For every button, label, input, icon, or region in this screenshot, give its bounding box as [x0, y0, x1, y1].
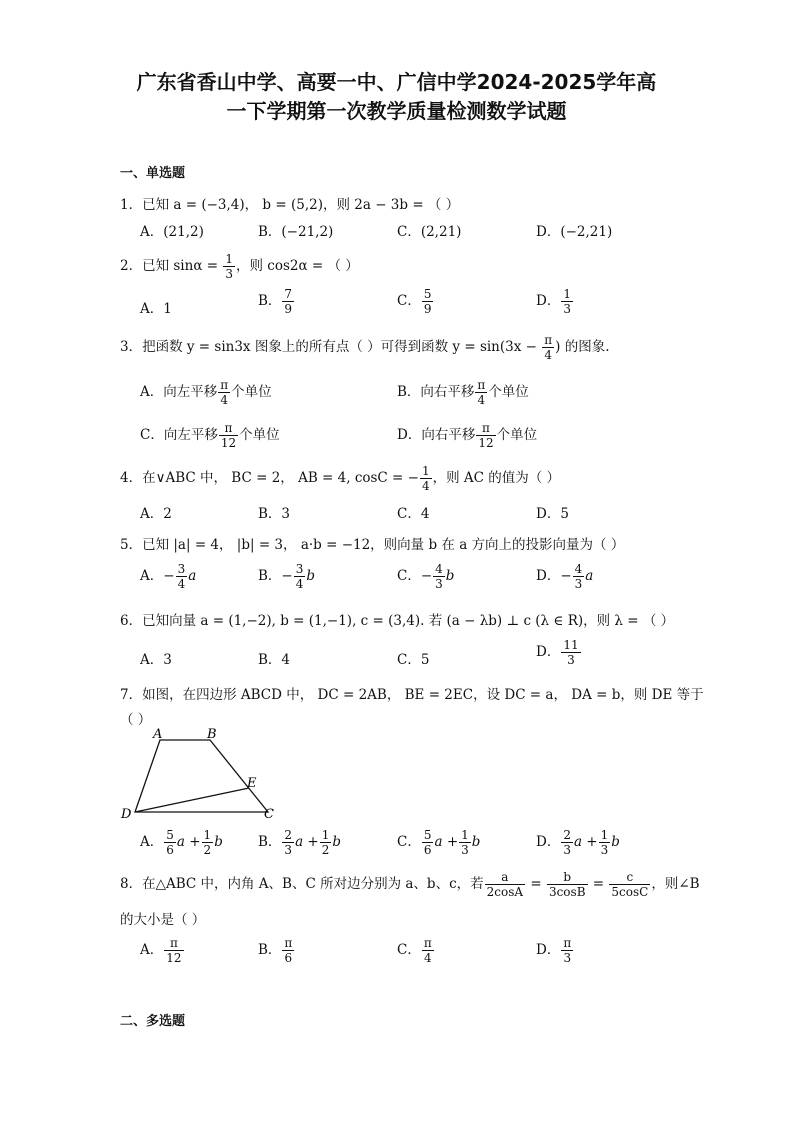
question-8-stem-cont: 的大小是（ ）	[120, 912, 206, 928]
question-5-stem: 5．已知 |a| = 4， |b| = 3， a·b = −12，则向量 b 在 a 方向上的投影向量为（ ）	[120, 537, 625, 553]
vertex-label-d: D	[121, 807, 132, 822]
q1-option-b: B．(−21,2)	[258, 224, 334, 240]
q4-option-d: D．5	[536, 506, 569, 522]
q8-option-a: A． $\frac{\pi}{12}$	[140, 936, 182, 965]
q1-option-a: A．(21,2)	[140, 224, 204, 240]
question-7-stem: 7．如图，在四边形 ABCD 中， DC = 2AB， BE = 2EC，设 DC = a， DA = b，则 DE 等于	[120, 687, 704, 703]
question-7-stem-cont: （ ）	[120, 712, 152, 728]
vertex-label-b: B	[207, 728, 217, 742]
section-single-choice: 一、单选题	[120, 166, 186, 181]
question-3-stem: 3．把函数 y = sin3x 图象上的所有点（ ）可得到函数 y = sin(3x − $\frac{\pi}{4}$ ) 的图象.	[120, 333, 610, 362]
q3-option-a: A．向左平移 $\frac{\pi}{4}$ 个单位	[140, 378, 272, 407]
vertex-label-e: E	[247, 776, 257, 791]
q3-option-b: B．向右平移 $\frac{\pi}{4}$ 个单位	[397, 378, 529, 407]
q7-trapezoid-figure	[118, 728, 288, 824]
q8-option-d: D． $\frac{\pi}{3}$	[536, 936, 572, 965]
q6-option-c: C．5	[397, 652, 430, 668]
q2-option-d: D． $\frac{1}{3}$	[536, 287, 571, 316]
q7-option-a: A． $\frac{5}{6}$ a + $\frac{1}{2}$ b	[140, 828, 223, 857]
q6-option-d: D． $\frac{11}{3}$	[536, 638, 579, 667]
q5-option-b: B．− $\frac{3}{4}$ b	[258, 562, 316, 591]
q2-option-c: C． $\frac{5}{9}$	[397, 287, 432, 316]
section-multiple-choice: 二、多选题	[120, 1014, 186, 1029]
q8-option-c: C． $\frac{\pi}{4}$	[397, 936, 432, 965]
q4-option-b: B．3	[258, 506, 291, 522]
question-1-stem: 1．已知 a = (−3,4)， b = (5,2)，则 2a − 3b = （ ）	[120, 197, 460, 213]
q4-option-a: A．2	[140, 506, 172, 522]
question-2-stem: 2．已知 sinα = $\frac{1}{3}$ ，则 cos2α = （ ）	[120, 252, 359, 281]
vertex-label-a: A	[153, 728, 163, 742]
q6-option-b: B．4	[258, 652, 291, 668]
vertex-label-c: C	[264, 807, 274, 822]
segment-de	[135, 788, 249, 812]
q7-option-d: D． $\frac{2}{3}$ a + $\frac{1}{3}$ b	[536, 828, 620, 857]
q1-option-d: D．(−2,21)	[536, 224, 613, 240]
q7-option-c: C． $\frac{5}{6}$ a + $\frac{1}{3}$ b	[397, 828, 481, 857]
q3-option-c: C．向左平移 $\frac{\pi}{12}$ 个单位	[140, 421, 280, 450]
q7-option-b: B． $\frac{2}{3}$ a + $\frac{1}{2}$ b	[258, 828, 342, 857]
q2-option-b: B． $\frac{7}{9}$	[258, 287, 293, 316]
q1-option-c: C．(2,21)	[397, 224, 462, 240]
q3-option-d: D．向右平移 $\frac{\pi}{12}$ 个单位	[397, 421, 538, 450]
doc-title-line1: 广东省香山中学、高要一中、广信中学2024-2025学年高	[136, 70, 657, 94]
q6-option-a: A．3	[140, 652, 172, 668]
doc-title-line2: 一下学期第一次教学质量检测数学试题	[226, 99, 567, 123]
q8-option-b: B． $\frac{\pi}{6}$	[258, 936, 293, 965]
q4-option-c: C．4	[397, 506, 430, 522]
q5-option-c: C．− $\frac{4}{3}$ b	[397, 562, 455, 591]
q5-option-d: D．− $\frac{4}{3}$ a	[536, 562, 594, 591]
question-4-stem: 4．在∨ABC 中， BC = 2， AB = 4, cosC = − $\frac{1}{4}$ ，则 AC 的值为（ ）	[120, 464, 561, 493]
q5-option-a: A．− $\frac{3}{4}$ a	[140, 562, 197, 591]
question-8-stem: 8．在△ABC 中，内角 A、B、C 所对边分别为 a、b、c，若 $\frac{a}{2\cos A}$ = $\frac{b}{3\cos B}$ = $\frac{c}{5\cos C}$ ，则∠B	[120, 870, 700, 899]
question-6-stem: 6．已知向量 a = (1,−2), b = (1,−1), c = (3,4). 若 (a − λb) ⊥ c (λ ∈ R)，则 λ = （ ）	[120, 613, 675, 629]
q2-option-a: A．1	[140, 301, 172, 317]
